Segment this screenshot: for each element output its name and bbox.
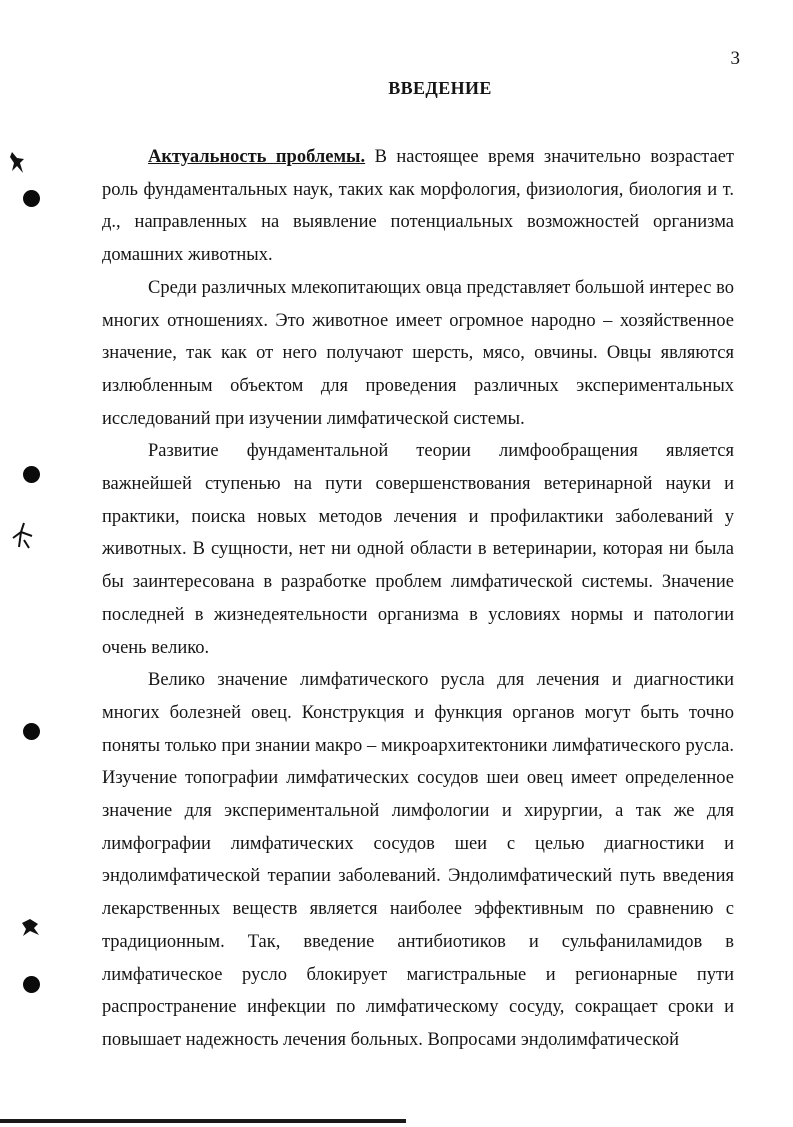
paragraph-relevance [102, 141, 734, 272]
paragraph-text: Развитие фундаментальной теории лимфообращения является важнейшей ступенью на пути совершенствования ветеринарной науки и практики, поиска новых методов лечения и профилактики заболеваний у животных. В сущности, нет ни одной области в ветеринарии, которая ни была бы заинтересована в разработке проблем лимфатической системы. Значение последней в жизнедеятельности организма в условиях нормы и патологии очень велико. [102, 441, 734, 658]
paragraph-text: Велико значение лимфатического русла для лечения и диагностики многих болезней овец. Конструкция и функция органов могут быть точно поняты только при знании макро – микроархитектоники лимфатического русла. Изучение топографии лимфатических сосудов шеи овец имеет определенное значение для экспериментальной лимфологии и хирургии, а так же для лимфографии лимфатических сосудов шеи с целью диагностики и эндолимфатической терапии заболеваний. Эндолимфатический путь введения лекарственных веществ является наиболее эффективным по сравнению с традиционным. Так, введение антибиотиков и сульфаниламидов в лимфатическое русло блокирует магистральные и регионарные пути распространение инфекции по лимфатическому сосуду, сокращает сроки и повышает надежность лечения больных. Вопросами эндолимфатической [102, 670, 734, 1050]
binder-hole-2 [23, 466, 40, 483]
body-text [102, 141, 734, 1057]
scan-speck-2 [10, 520, 36, 550]
binder-hole-4 [23, 976, 40, 993]
scan-speck-3 [18, 917, 42, 939]
bottom-rule [0, 1119, 406, 1123]
paragraph-lead: Актуальность проблемы. [148, 147, 366, 167]
paragraph-sheep [102, 272, 734, 436]
paragraph-text: Среди различных млекопитающих овца представляет большой интерес во многих отношениях. Это животное имеет огромное народно – хозяйственное значение, так как от него получают шерсть, мясо, овчины. Овцы являются излюбленным объектом для проведения различных экспериментальных исследований при изучении лимфатической системы. [102, 277, 734, 429]
binder-hole-3 [23, 723, 40, 740]
scan-speck-1 [8, 149, 30, 175]
page-number: 3 [730, 48, 740, 69]
paragraph-lymph-theory [102, 435, 734, 664]
paragraph-text: В настоящее время значительно возрастает роль фундаментальных наук, таких как морфология, физиология, биология и т. д., направленных на выявление потенциальных возможностей организма домашних животных. [102, 147, 734, 266]
paragraph-lymph-channel [102, 664, 734, 1056]
binder-hole-1 [23, 190, 40, 207]
section-heading: ВВЕДЕНИЕ [388, 78, 492, 98]
